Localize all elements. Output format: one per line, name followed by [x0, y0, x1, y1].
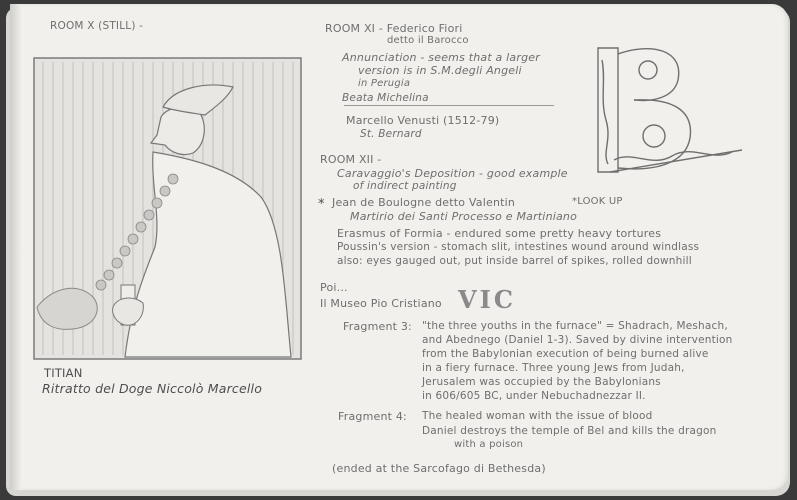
- erasmus-line-3: also: eyes gauged out, put inside barrel of spikes, rolled downhill: [337, 255, 692, 267]
- venusti-entry: Marcello Venusti (1512-79): [346, 114, 500, 127]
- room-xii-heading: ROOM XII -: [320, 153, 382, 166]
- martirio-entry: Martirio dei Santi Processo e Martiniano: [350, 210, 578, 223]
- fragment-4-line-2: Daniel destroys the temple of Bel and kills the dragon: [422, 425, 717, 437]
- erasmus-line-1: Erasmus of Formia - endured some pretty heavy tortures: [337, 227, 662, 240]
- sketchbook-spine-shadow: [10, 4, 22, 490]
- fragment-3-line-3: from the Babylonian execution of being burned alive: [422, 348, 709, 360]
- fragment-3-line-2: and Abednego (Daniel 1-3). Saved by divine intervention: [422, 334, 733, 346]
- annunciation-line-2: version is in S.M.degli Angeli: [358, 64, 522, 77]
- artist-name: TITIAN: [44, 366, 83, 380]
- asterisk-mark: *: [318, 197, 325, 212]
- annunciation-line-1: Annunciation - seems that a larger: [342, 51, 540, 64]
- painting-caption: Ritratto del Doge Niccolò Marcello: [42, 381, 263, 396]
- fragment-4-label: Fragment 4:: [338, 410, 407, 423]
- fragment-3-line-5: Jerusalem was occupied by the Babylonians: [422, 376, 661, 388]
- beata-michelina: Beata Michelina: [342, 92, 429, 104]
- fragment-3-line-1: "the three youths in the furnace" = Shadrach, Meshach,: [422, 320, 728, 332]
- fragment-3-label: Fragment 3:: [343, 320, 412, 333]
- vic-letters: VIC: [458, 285, 516, 314]
- st-bernard: St. Bernard: [360, 128, 422, 140]
- fragment-4-line-1: The healed woman with the issue of blood: [422, 410, 653, 422]
- separator-line: [344, 105, 554, 106]
- annunciation-line-3: in Perugia: [358, 78, 411, 89]
- decorative-letter-b-sketch: [592, 40, 747, 180]
- caravaggio-line-1: Caravaggio's Deposition - good example: [337, 167, 568, 180]
- fragment-3-line-4: in a fiery furnace. Three young Jews from Judah,: [422, 362, 685, 374]
- caravaggio-line-2: of indirect painting: [353, 180, 457, 192]
- fragment-4-line-3: with a poison: [454, 439, 524, 450]
- erasmus-line-2: Poussin's version - stomach slit, intestines wound around windlass: [337, 241, 700, 253]
- room-xi-heading: ROOM XI - Federico Fiori: [325, 22, 463, 35]
- poi-label: Poi...: [320, 281, 348, 294]
- museo-pio-cristiano: Il Museo Pio Cristiano: [320, 297, 442, 310]
- valentin-entry: Jean de Boulogne detto Valentin: [332, 196, 516, 209]
- doge-portrait-sketch: [33, 57, 302, 360]
- look-up-note: *LOOK UP: [572, 196, 623, 207]
- room-x-heading: ROOM X (STILL) -: [50, 20, 144, 32]
- closing-note: (ended at the Sarcofago di Bethesda): [332, 462, 546, 475]
- room-xi-alias: detto il Barocco: [387, 35, 469, 46]
- fragment-3-line-6: in 606/605 BC, under Nebuchadnezzar II.: [422, 390, 646, 402]
